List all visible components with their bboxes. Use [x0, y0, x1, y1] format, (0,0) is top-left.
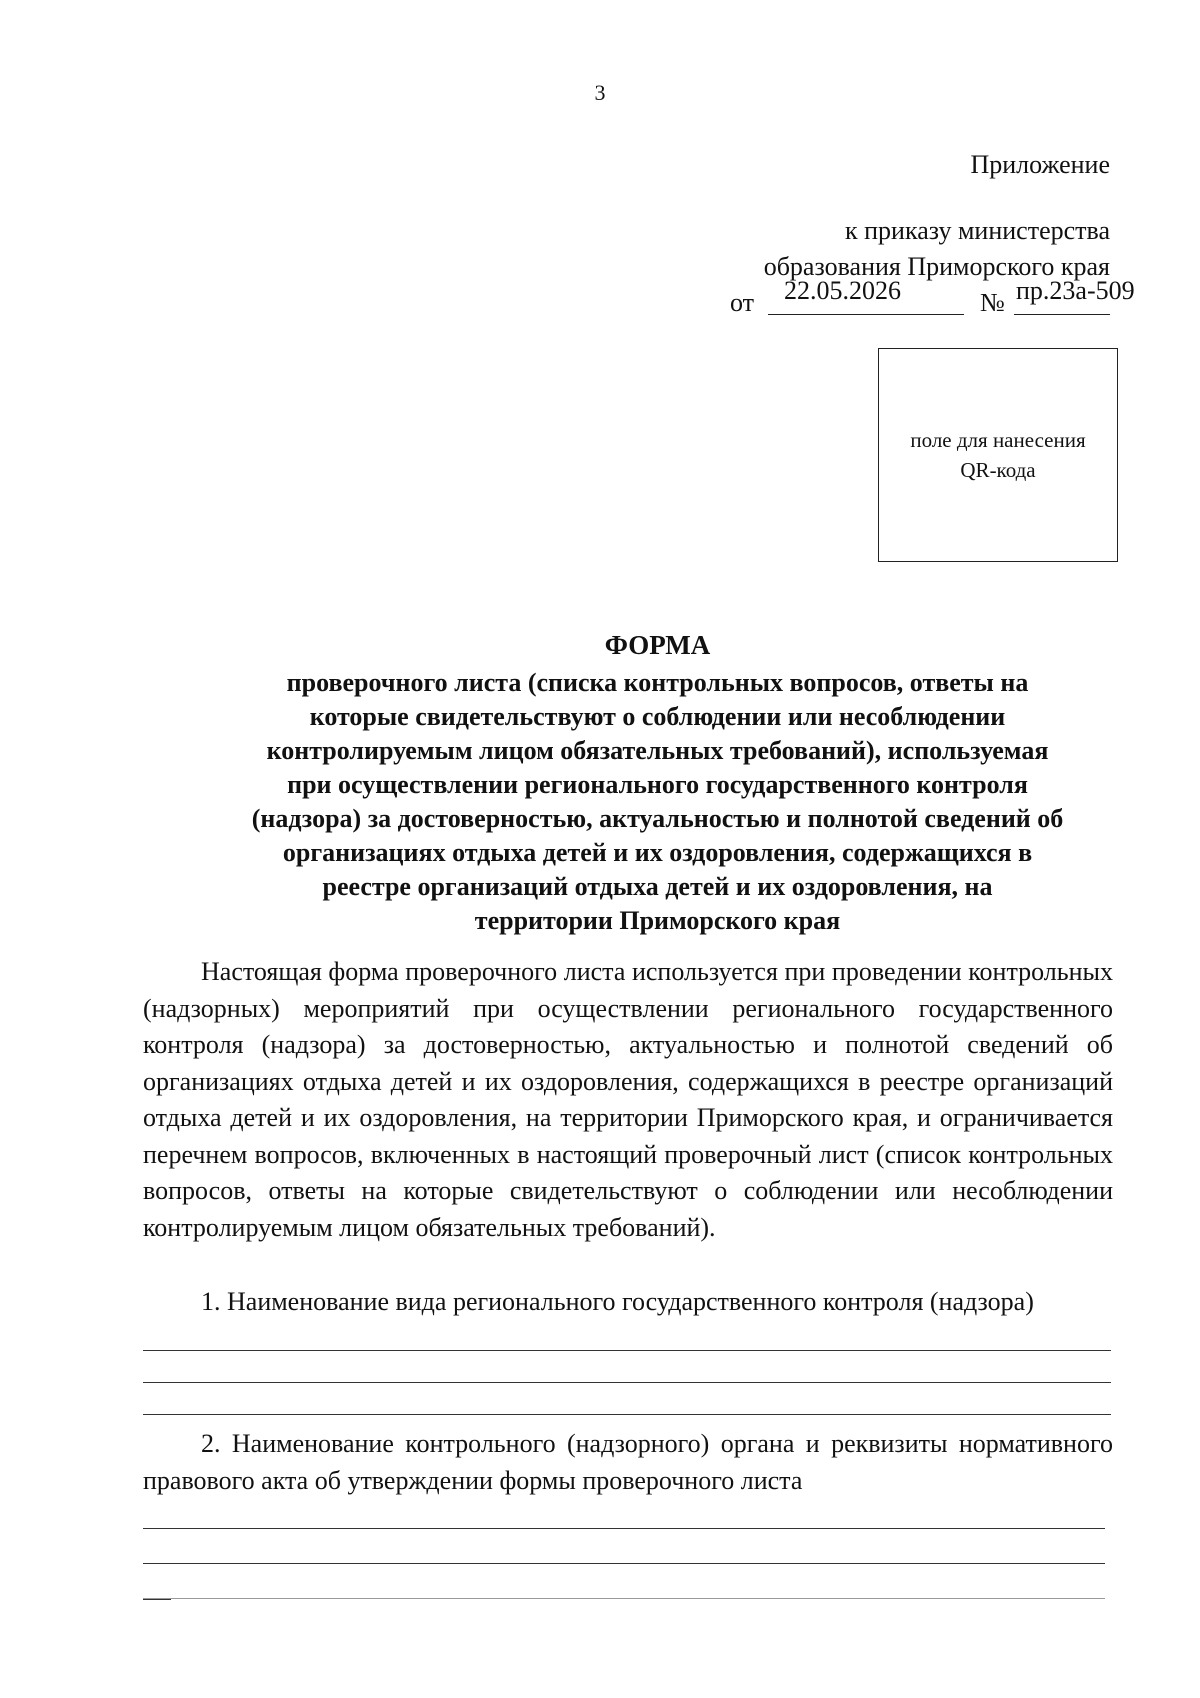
- qr-field-line-1: поле для нанесения: [910, 428, 1086, 452]
- order-date-value: 22.05.2026: [784, 276, 901, 305]
- subtitle-line: территории Приморского края: [474, 906, 841, 935]
- order-date-label: от: [730, 288, 755, 317]
- subtitle-line: (надзора) за достоверностью, актуальностью и полнотой сведений об: [251, 804, 1064, 833]
- appendix-line-1: к приказу министерства: [845, 216, 1110, 245]
- intro-paragraph: [143, 954, 1113, 1246]
- subtitle-line: реестре организаций отдыха детей и их оздоровления, на: [322, 872, 993, 901]
- page-number: 3: [594, 80, 606, 105]
- appendix-title: Приложение: [970, 150, 1110, 179]
- qr-field-line-2: QR-кода: [960, 458, 1036, 482]
- intro-text: Настоящая форма проверочного листа используется при проведении контрольных (надзорных) мероприятий при осуществлении регионального государственного контроля (надзора) за достоверностью, актуальностью и полнотой сведений об организациях отдыха детей и их оздоровления, содержащихся в реестре организаций отдыха детей и их оздоровления, на территории Приморского края, и ограничивается перечнем вопросов, включенных в настоящий проверочный лист (список контрольных вопросов, ответы на которые свидетельствуют о соблюдении или несоблюдении контролируемым лицом обязательных требований).: [143, 957, 1113, 1242]
- item-2-fill-line: [143, 1563, 1105, 1564]
- item-1-fill-line: [143, 1382, 1111, 1383]
- item-2-text: 2. Наименование контрольного (надзорного) органа и реквизиты нормативного правового акта об утверждении формы проверочного листа: [143, 1429, 1113, 1495]
- form-subtitle: [150, 666, 1165, 938]
- subtitle-line: проверочного листа (списка контрольных вопросов, ответы на: [286, 668, 1029, 697]
- subtitle-line: при осуществлении регионального государственного контроля: [287, 770, 1028, 799]
- subtitle-line: которые свидетельствуют о соблюдении или несоблюдении: [309, 702, 1006, 731]
- item-1-fill-line: [143, 1414, 1111, 1415]
- subtitle-line: контролируемым лицом обязательных требований), используемая: [266, 736, 1049, 765]
- order-number-label: №: [980, 288, 1005, 317]
- qr-code-field: [878, 348, 1118, 562]
- order-details: [730, 276, 1135, 317]
- item-2-fill-line: [143, 1598, 1105, 1599]
- subtitle-line: организациях отдыха детей и их оздоровления, содержащихся в: [282, 838, 1033, 867]
- item-1-fill-line: [143, 1350, 1111, 1351]
- form-title: ФОРМА: [604, 630, 711, 660]
- appendix-line-2: образования Приморского края: [763, 252, 1110, 281]
- order-date-underline: [768, 314, 964, 315]
- item-1-text: 1. Наименование вида регионального государственного контроля (надзора): [201, 1287, 1034, 1316]
- item-2-fill-line-start: [143, 1599, 171, 1600]
- order-number-value: пр.23а-509: [1016, 276, 1135, 305]
- item-2-fill-line: [143, 1528, 1105, 1529]
- order-number-underline: [1014, 314, 1110, 315]
